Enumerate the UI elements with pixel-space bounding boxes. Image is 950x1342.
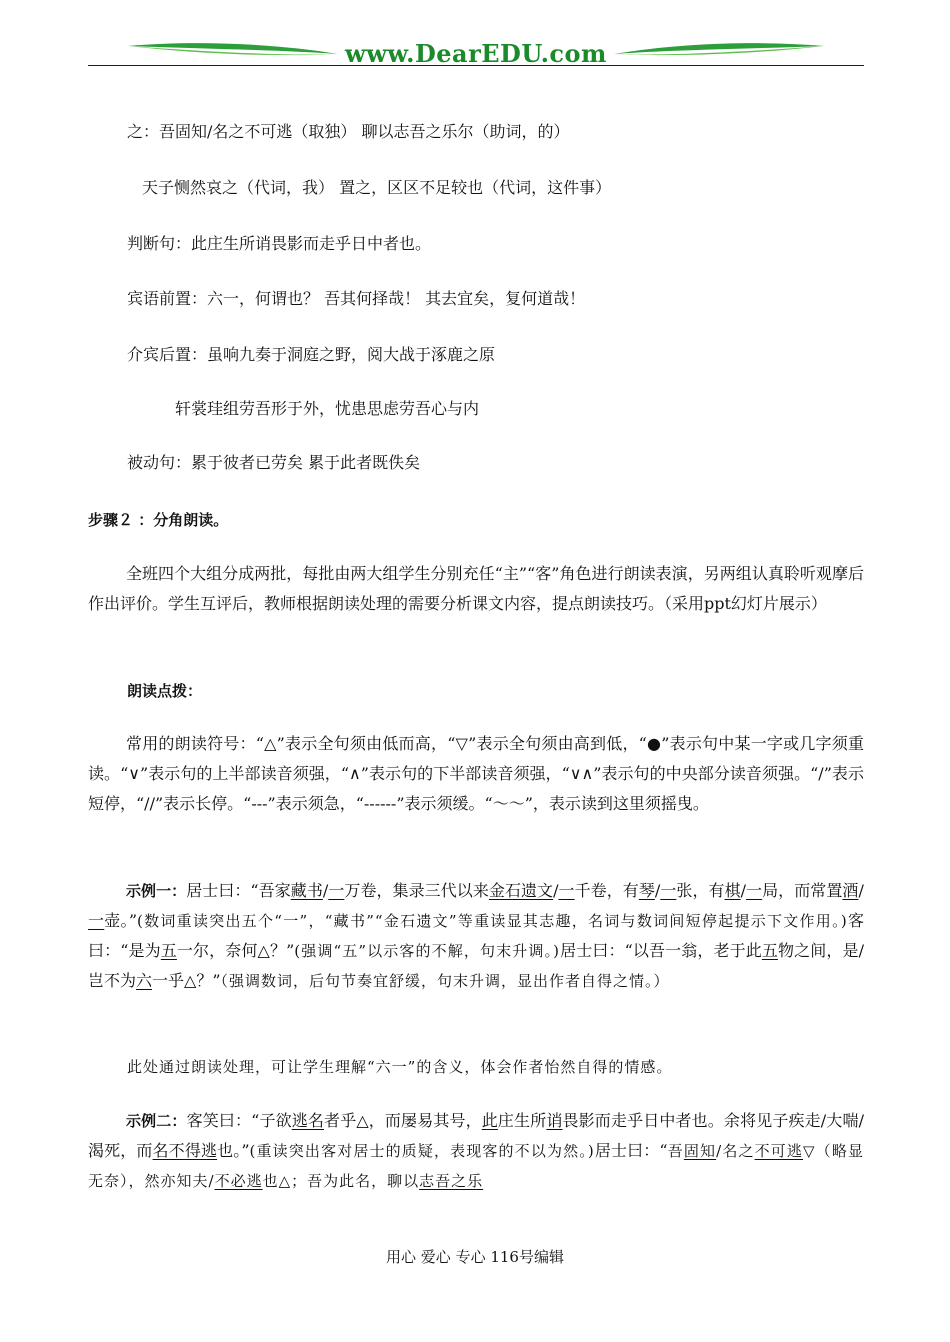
- text-line: 之：吾固知/名之不可逃（取独） 聊以志吾之乐尔（助词，的）: [127, 122, 570, 141]
- emphasis-text: 一: [88, 911, 105, 930]
- emphasis-text: 藏书: [290, 881, 323, 900]
- emphasis-text: 一: [558, 881, 575, 900]
- example-one-summary: 此处通过朗读处理，可让学生理解“六一”的含义，体会作者怡然自得的情感。: [127, 1058, 673, 1076]
- example-two-paragraph: 示例二：客笑曰：“子欲逃名者乎△，而屡易其号，此庄生所诮畏影而走乎日中者也。余将见子疾走/大喘/渴死，而名不得逃也。”(重读突出客对居士的质疑，表现客的不以为然。)居士曰：“吾固知/名之不可逃▽（略显无奈），然亦知夫/不必逃也△；吾为此名，聊以志吾之乐: [88, 1111, 864, 1190]
- text-line: 宾语前置：六一，何谓也？ 吾其何择哉！ 其去宜矣，复何道哉！: [127, 289, 586, 308]
- tips-paragraph: 常用的朗读符号：“△”表示全句须由低而高，“▽”表示全句须由高到低，“●”表示句中某一字或几字须重读。“∨”表示句的上半部读音须强，“∧”表示句的下半部读音须强，“∨∧”表示句的中央部分读音须强。“/”表示短停，“//”表示长停。“---”表示须急，“------”表示须缓。“～～”，表示读到这里须摇曳。: [88, 734, 864, 813]
- emphasis-text: 金石遗文: [488, 881, 554, 900]
- reading-note: ▽（略显无奈），然亦知夫/: [88, 1142, 864, 1190]
- example-one-label: 示例一：: [126, 882, 187, 900]
- emphasis-text: 名不得逃: [152, 1141, 218, 1160]
- header-rule: [88, 65, 864, 66]
- emphasis-text: 棋: [724, 881, 741, 900]
- step2-paragraph: 全班四个大组分成两批，每批由两大组学生分别充任“主”“客”角色进行朗读表演，另两组认真聆听观摩后作出评价。学生互评后，教师根据朗读处理的需要分析课文内容，提点朗读技巧。（采用ppt幻灯片展示）: [88, 564, 864, 613]
- example-one-paragraph: 示例一：居士曰：“吾家藏书/一万卷，集录三代以来金石遗文/一千卷，有琴/一张，有棋/一局，而常置酒/一壶。”(数词重读突出五个“一”，“藏书”“金石遗文”等重读显其志趣，名词与数词间短停起提示下文作用。)客曰：“是为五一尔，奈何△？”(强调“五”以示客的不解，句末升调。)居士曰：“以吾一翁，老于此五物之间，是/岂不为六一乎△？”（强调数词，后句节奏宜舒缓，句末升调，显出作者自得之情。）: [88, 881, 864, 990]
- emphasis-text: 不可逃: [754, 1142, 804, 1160]
- text-line: 天子恻然哀之（代词，我） 置之，区区不足较也（代词，这件事）: [142, 178, 612, 197]
- example-two-label: 示例二：: [126, 1112, 187, 1130]
- emphasis-text: 琴: [638, 881, 655, 900]
- reading-note: (重读突出客对居士的质疑，表现客的不以为然。): [249, 1142, 595, 1160]
- emphasis-text: 逃名: [291, 1111, 325, 1130]
- emphasis-text: 一: [660, 881, 677, 900]
- reading-note: （强调数词，后句节奏宜舒缓，句末升调，显出作者自得之情。）: [220, 972, 670, 990]
- text-line: 介宾后置：虽响九奏于洞庭之野，阅大战于涿鹿之原: [127, 345, 496, 364]
- emphasis-text: 六: [136, 971, 153, 990]
- emphasis-text: 五: [160, 941, 177, 960]
- emphasis-text: 一: [746, 881, 763, 900]
- emphasis-text: 不必逃: [214, 1172, 263, 1190]
- text-line: 轩裳珪组劳吾形于外，忧患思虑劳吾心与内: [175, 399, 480, 418]
- reading-note: (数词重读突出五个“一”，“藏书”“金石遗文”等重读显其志趣，名词与数词间短停起提示下文作用。): [137, 912, 848, 930]
- tips-heading: 朗读点拨：: [127, 682, 203, 700]
- emphasis-text: 此: [481, 1111, 498, 1130]
- emphasis-text: 诮: [546, 1111, 563, 1130]
- site-logo-text: www.DearEDU.com: [345, 39, 607, 68]
- emphasis-text: 固知: [683, 1142, 717, 1160]
- step2-heading: 步骤２ ：分角朗读。: [88, 511, 229, 529]
- text-line: 判断句：此庄生所诮畏影而走乎日中者也。: [127, 234, 432, 253]
- emphasis-text: 酒: [842, 881, 859, 900]
- emphasis-text: 五: [761, 941, 778, 960]
- page-footer: 用心 爱心 专心 116号编辑: [386, 1248, 564, 1266]
- page-header: [88, 38, 864, 70]
- text-line: 被动句：累于彼者已劳矣 累于此者既佚矣: [127, 453, 421, 472]
- emphasis-text: 志吾之乐: [419, 1172, 484, 1190]
- emphasis-text: 一: [328, 881, 345, 900]
- reading-note: (强调“五”以示客的不解，句末升调。): [294, 942, 560, 960]
